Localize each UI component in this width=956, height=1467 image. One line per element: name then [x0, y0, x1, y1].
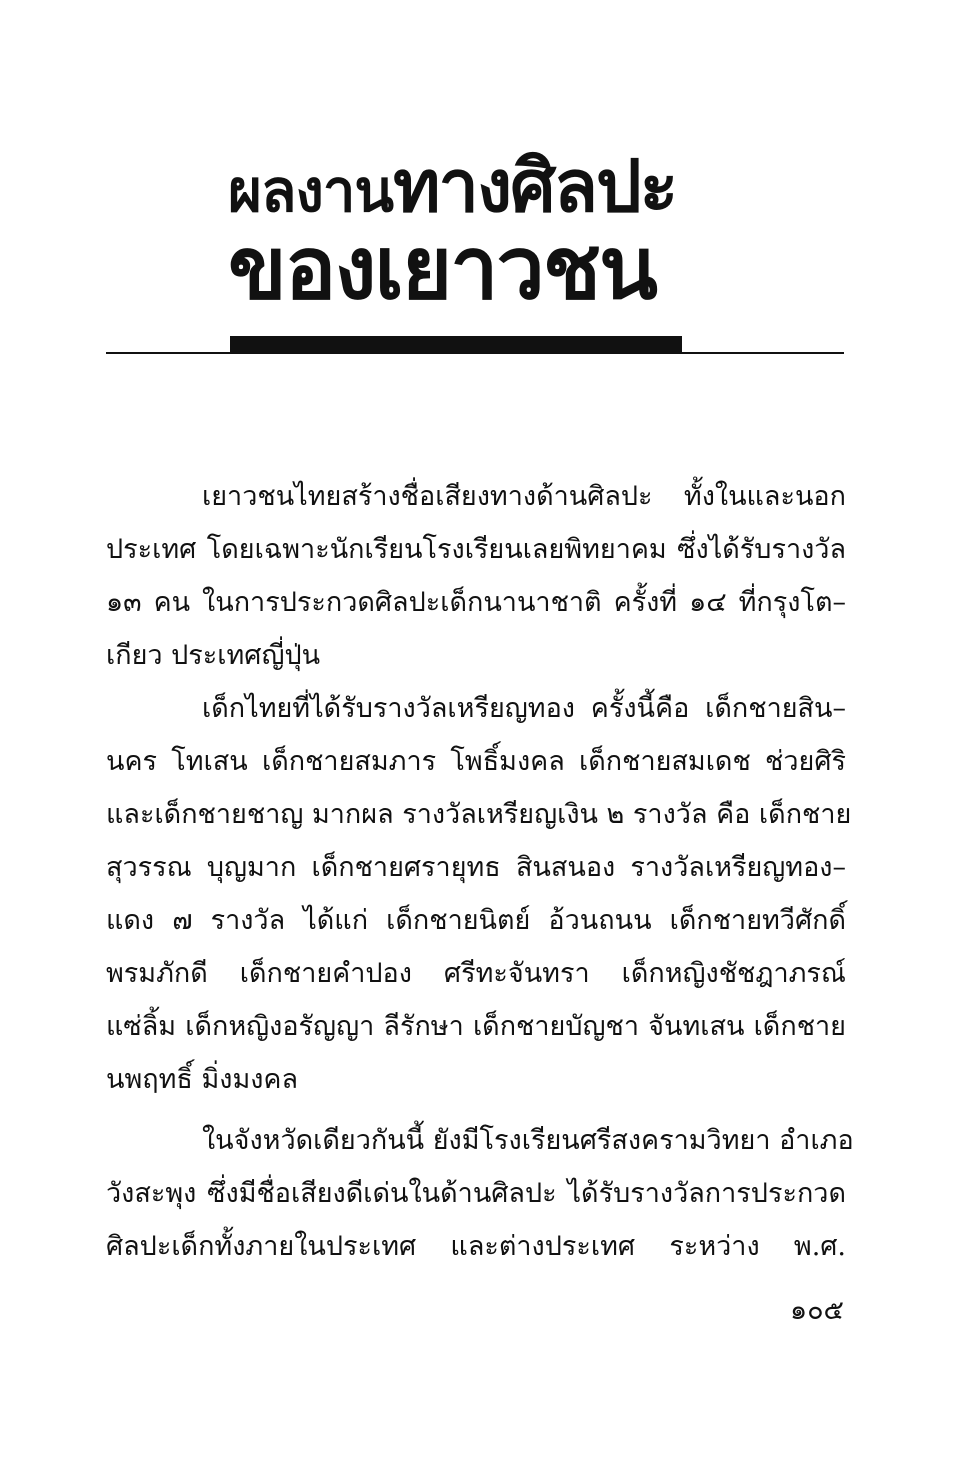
body-text	[106, 470, 854, 1273]
title-underline-thin	[106, 352, 844, 354]
chapter-title-part-2: ทางศิลปะ	[393, 144, 677, 228]
chapter-title-line-2: ของเยาวชน	[228, 219, 656, 319]
chapter-title-line-1	[228, 144, 748, 228]
page-number: ๑๐๕	[789, 1295, 844, 1326]
paragraph-1-line-4: เกียว ประเทศญี่ปุ่น	[106, 640, 321, 671]
chapter-title-part-1: ผลงาน	[228, 157, 394, 225]
paragraph-3-line-2: วังสะพุง ซึ่งมีชื่อเสียงดีเด่นในด้านศิลปะ ได้รับรางวัลการประกวด	[106, 1178, 846, 1209]
paragraph-1-line-2: ประเทศ โดยเฉพาะนักเรียนโรงเรียนเลยพิทยาคม ซึ่งได้รับรางวัล	[106, 534, 846, 565]
paragraph-1-line-1: เยาวชนไทยสร้างชื่อเสียงทางด้านศิลปะ ทั้งในและนอก	[202, 481, 846, 512]
paragraph-1-line-3: ๑๓ คน ในการประกวดศิลปะเด็กนานาชาติ ครั้งที่ ๑๔ ที่กรุงโต–	[106, 587, 846, 618]
paragraph-2-line-6: พรมภักดี เด็กชายคำปอง ศรีทะจันทรา เด็กหญิงชัชฎาภรณ์	[106, 958, 846, 989]
paragraph-2-line-3: และเด็กชายชาญ มากผล รางวัลเหรียญเงิน ๒ รางวัล คือ เด็กชาย	[106, 799, 852, 830]
paragraph-gap	[106, 1106, 846, 1114]
paragraph-2-line-7: แซ่ลิ้ม เด็กหญิงอรัญญา ลีรักษา เด็กชายบัญชา จันทเสน เด็กชาย	[106, 1011, 846, 1042]
paragraph-3-line-3: ศิลปะเด็กทั้งภายในประเทศ และต่างประเทศ ระหว่าง พ.ศ.	[106, 1231, 846, 1262]
paragraph-2-line-5: แดง ๗ รางวัล ได้แก่ เด็กชายนิตย์ อ้วนถนน เด็กชายทวีศักดิ์	[106, 905, 846, 936]
paragraph-2-line-4: สุวรรณ บุญมาก เด็กชายศรายุทธ สินสนอง รางวัลเหรียญทอง–	[106, 852, 846, 883]
paragraph-2-line-8: นพฤทธิ์ มิ่งมงคล	[106, 1064, 299, 1095]
chapter-title	[228, 144, 748, 319]
paragraph-3-line-1: ในจังหวัดเดียวกันนี้ ยังมีโรงเรียนศรีสงครามวิทยา อำเภอ	[202, 1125, 854, 1156]
paragraph-2-line-1: เด็กไทยที่ได้รับรางวัลเหรียญทอง ครั้งนี้คือ เด็กชายสิน–	[202, 693, 846, 724]
paragraph-2-line-2: นคร โทเสน เด็กชายสมภาร โพธิ์มงคล เด็กชายสมเดช ช่วยศิริ	[106, 746, 846, 777]
